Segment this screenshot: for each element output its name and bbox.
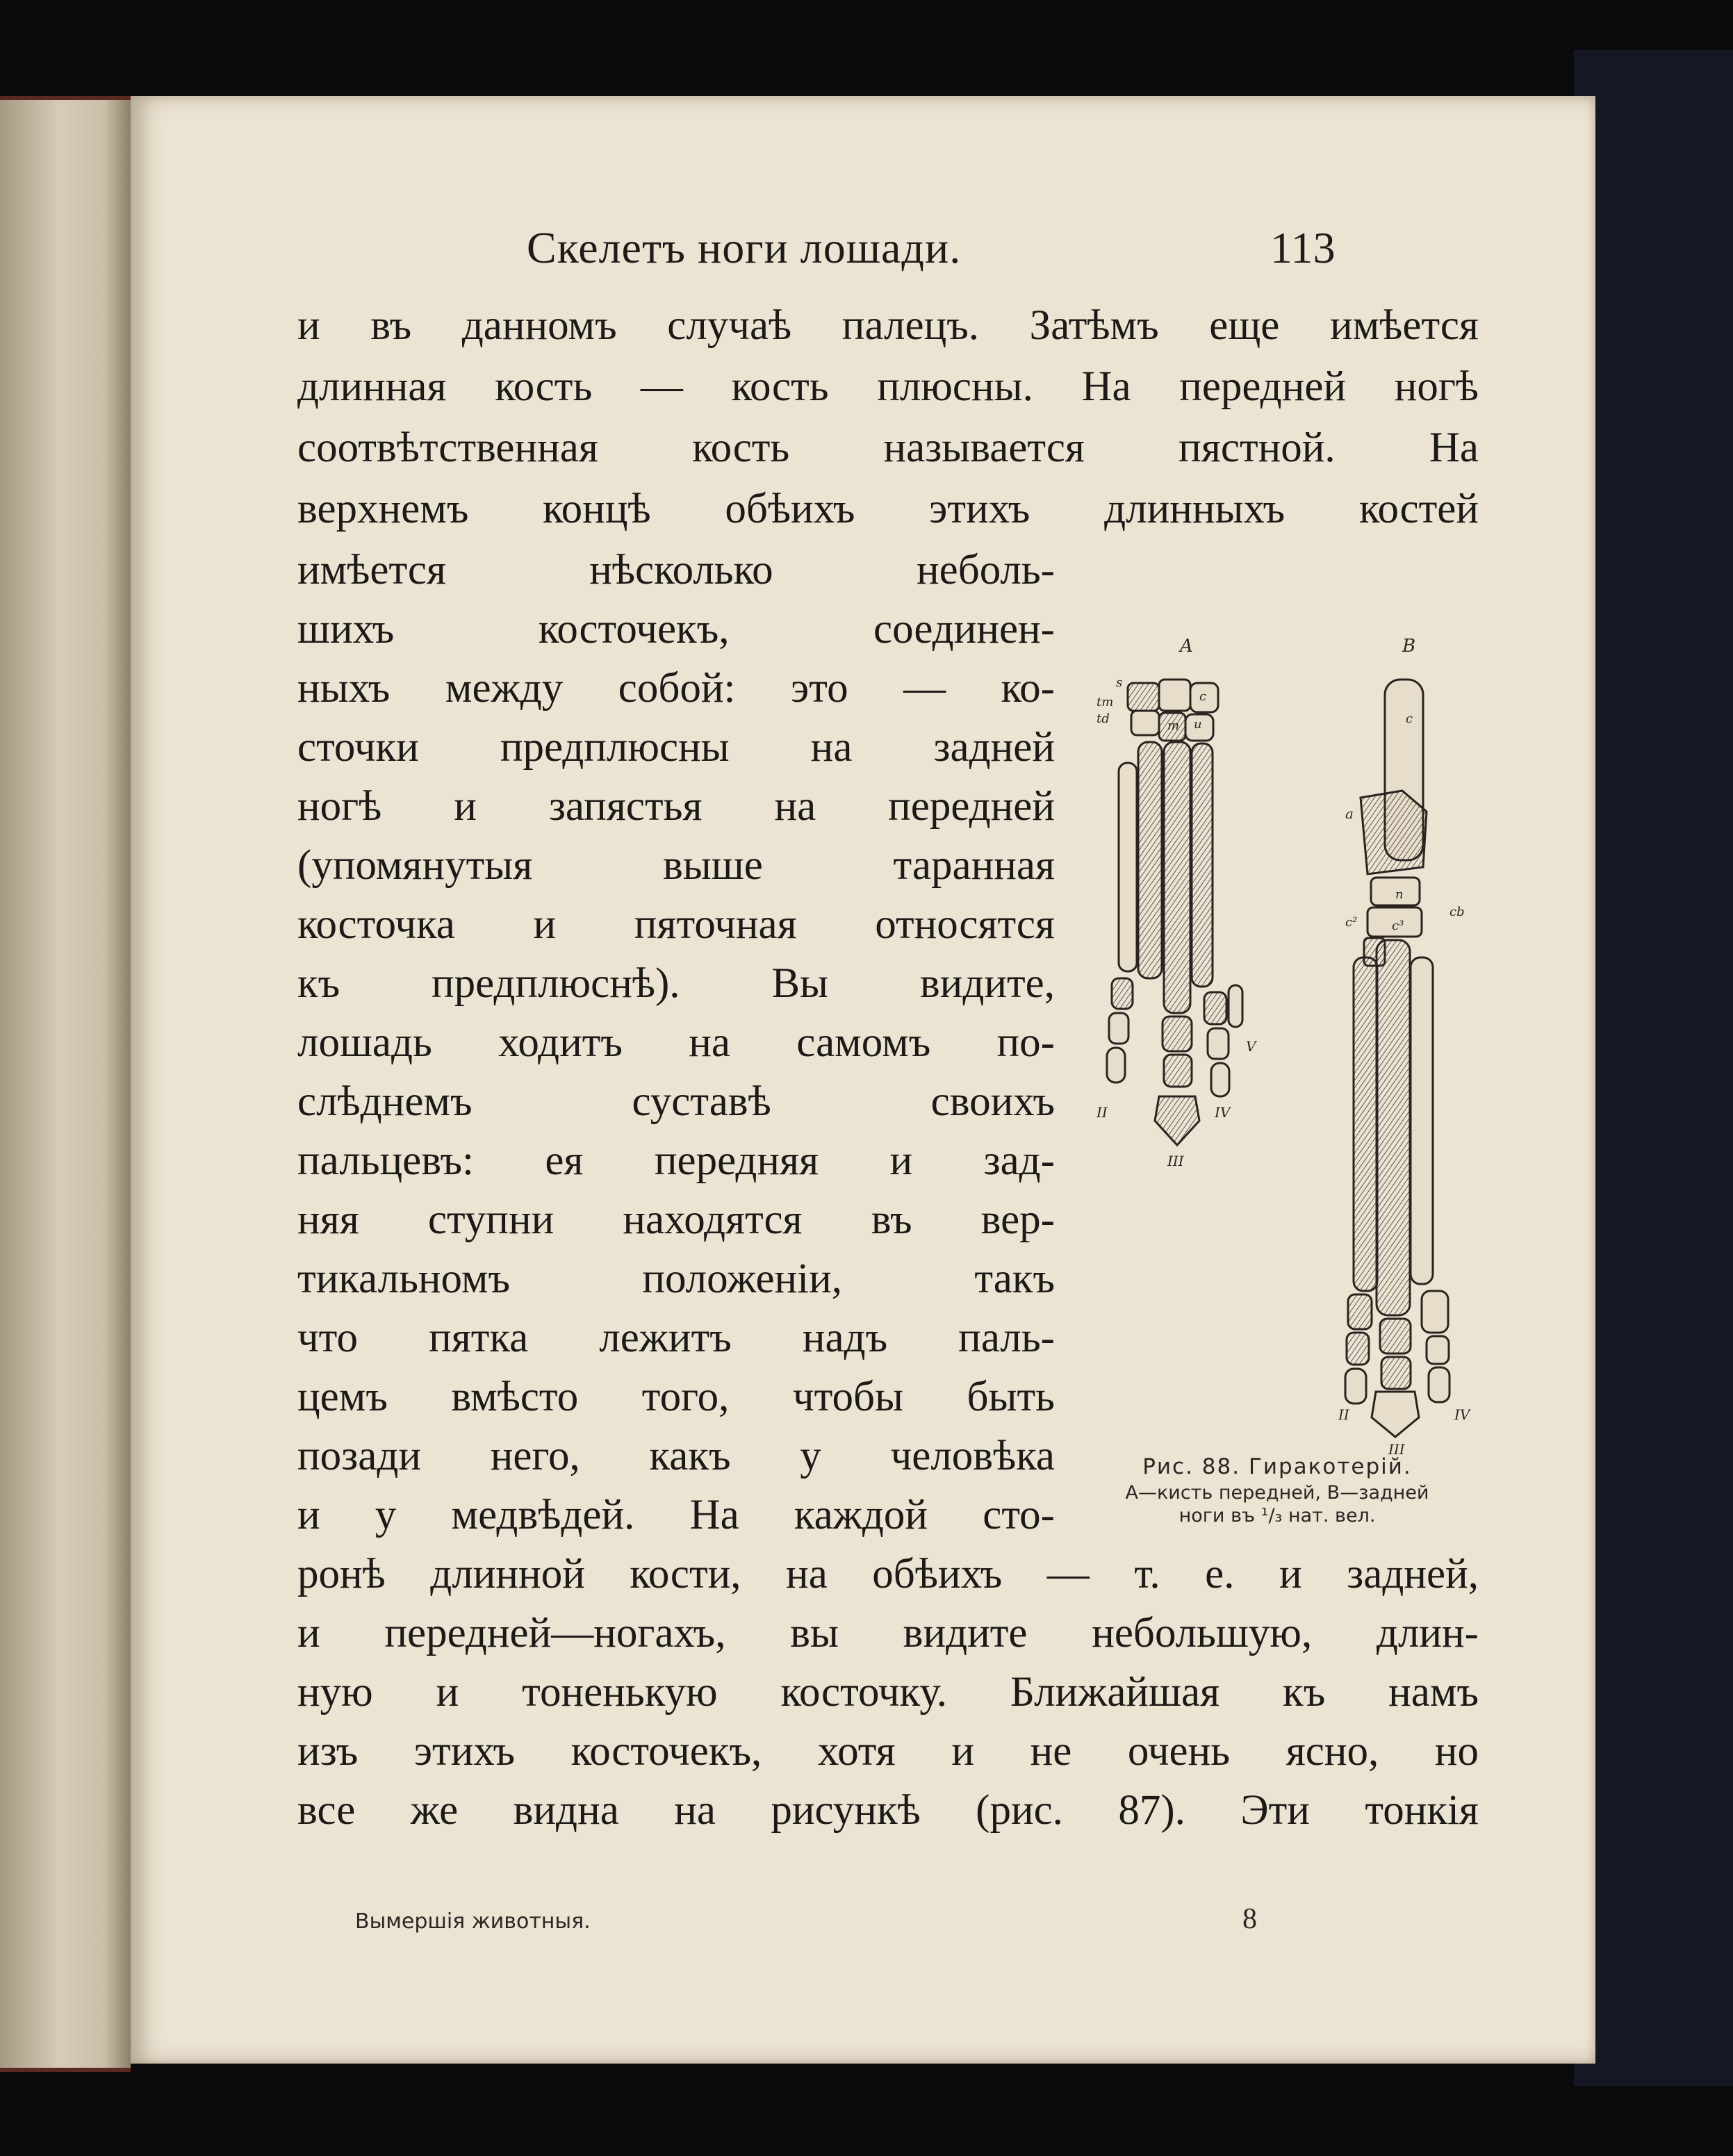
forefoot-drawing: [1107, 680, 1242, 1145]
text-line: изъ этихъ косточекъ, хотя и не очень ясно, но: [297, 1728, 1479, 1775]
text-line: длинная кость — кость плюсны. На передней ногѣ: [297, 363, 1479, 410]
label-cb: cb: [1449, 905, 1465, 919]
text-line: пальцевъ: ея передняя и зад-: [297, 1137, 1055, 1184]
page-number: 113: [1270, 223, 1336, 272]
figure-label-a: A: [1180, 636, 1193, 657]
text-line: ныхъ между собой: это — ко-: [297, 665, 1055, 711]
text-line: няя ступни находятся въ вер-: [297, 1196, 1055, 1243]
label-c-b: c: [1406, 711, 1413, 726]
label-c: c: [1199, 689, 1207, 704]
text-line: позади него, какъ у человѣка: [297, 1433, 1055, 1479]
book-page: [131, 96, 1595, 2064]
caption-title: Рис. 88. Гиракотерiй.: [1142, 1454, 1412, 1479]
text-line: ную и тоненькую косточку. Ближайшая къ намъ: [297, 1669, 1479, 1715]
text-line: и въ данномъ случаѣ палецъ. Затѣмъ еще имѣется: [297, 302, 1479, 349]
text-line: имѣется нѣсколько неболь-: [297, 547, 1055, 593]
text-line: шихъ косточекъ, соединен-: [297, 606, 1055, 652]
label-tm: tm: [1097, 695, 1114, 709]
label-td: td: [1097, 711, 1110, 726]
bone-illustration: [1076, 541, 1506, 1458]
hindfoot-drawing: [1345, 680, 1449, 1437]
text-line: косточка и пяточная относятся: [297, 901, 1055, 948]
label-ii-a: II: [1097, 1104, 1108, 1121]
text-line: лошадь ходитъ на самомъ по-: [297, 1019, 1055, 1066]
label-ii-b: II: [1338, 1406, 1349, 1423]
text-line: ногѣ и запястья на передней: [297, 783, 1055, 830]
label-a-b: a: [1345, 805, 1354, 822]
text-line: ронѣ длинной кости, на обѣихъ — т. е. и задней,: [297, 1551, 1479, 1597]
book-cover-edge: [1574, 50, 1733, 2086]
caption-line-2: A—кисть передней, B—задней: [1125, 1482, 1429, 1504]
text-line: что пятка лежитъ надъ паль-: [297, 1315, 1055, 1361]
figure-hyracotherium-feet: [1076, 541, 1506, 1513]
running-header: [131, 222, 1595, 285]
running-title: Скелетъ ноги лошади.: [527, 223, 962, 272]
text-line: и передней—ногахъ, вы видите небольшую, длин-: [297, 1610, 1479, 1656]
text-line: и у медвѣдей. На каждой сто-: [297, 1492, 1055, 1538]
label-c2: c²: [1345, 915, 1358, 930]
footer-book-title: Вымершiя животныя.: [355, 1909, 591, 1934]
label-s: s: [1116, 675, 1123, 690]
text-line: верхнемъ концѣ обѣихъ этихъ длинныхъ костей: [297, 486, 1479, 532]
text-line: все же видна на рисункѣ (рис. 87). Эти тонкiя: [297, 1787, 1479, 1834]
label-iii-a: III: [1167, 1153, 1184, 1169]
text-line: слѣднемъ суставѣ своихъ: [297, 1078, 1055, 1125]
text-line: къ предплюснѣ). Вы видите,: [297, 960, 1055, 1007]
label-iii-b: III: [1388, 1441, 1405, 1458]
figure-label-b: B: [1402, 636, 1416, 657]
label-v: V: [1246, 1038, 1256, 1055]
text-line: цемъ вмѣсто того, чтобы быть: [297, 1374, 1055, 1420]
label-iv-a: IV: [1215, 1104, 1231, 1121]
text-line: тикальномъ положенiи, такъ: [297, 1256, 1055, 1302]
label-u: u: [1194, 717, 1202, 732]
footer-signature-mark: 8: [1242, 1903, 1257, 1935]
text-line: (упомянутыя выше таранная: [297, 842, 1055, 889]
text-line: сточки предплюсны на задней: [297, 724, 1055, 771]
label-c3: c³: [1392, 919, 1404, 933]
figure-caption: [1034, 1454, 1520, 1527]
left-page-edge: [0, 96, 131, 2072]
caption-line-3: ноги въ ¹/₃ нат. вел.: [1178, 1505, 1376, 1527]
label-m: m: [1167, 718, 1180, 733]
label-n: n: [1395, 887, 1404, 902]
text-line: соотвѣтственная кость называется пястной. На: [297, 425, 1479, 471]
label-iv-b: IV: [1454, 1406, 1470, 1423]
